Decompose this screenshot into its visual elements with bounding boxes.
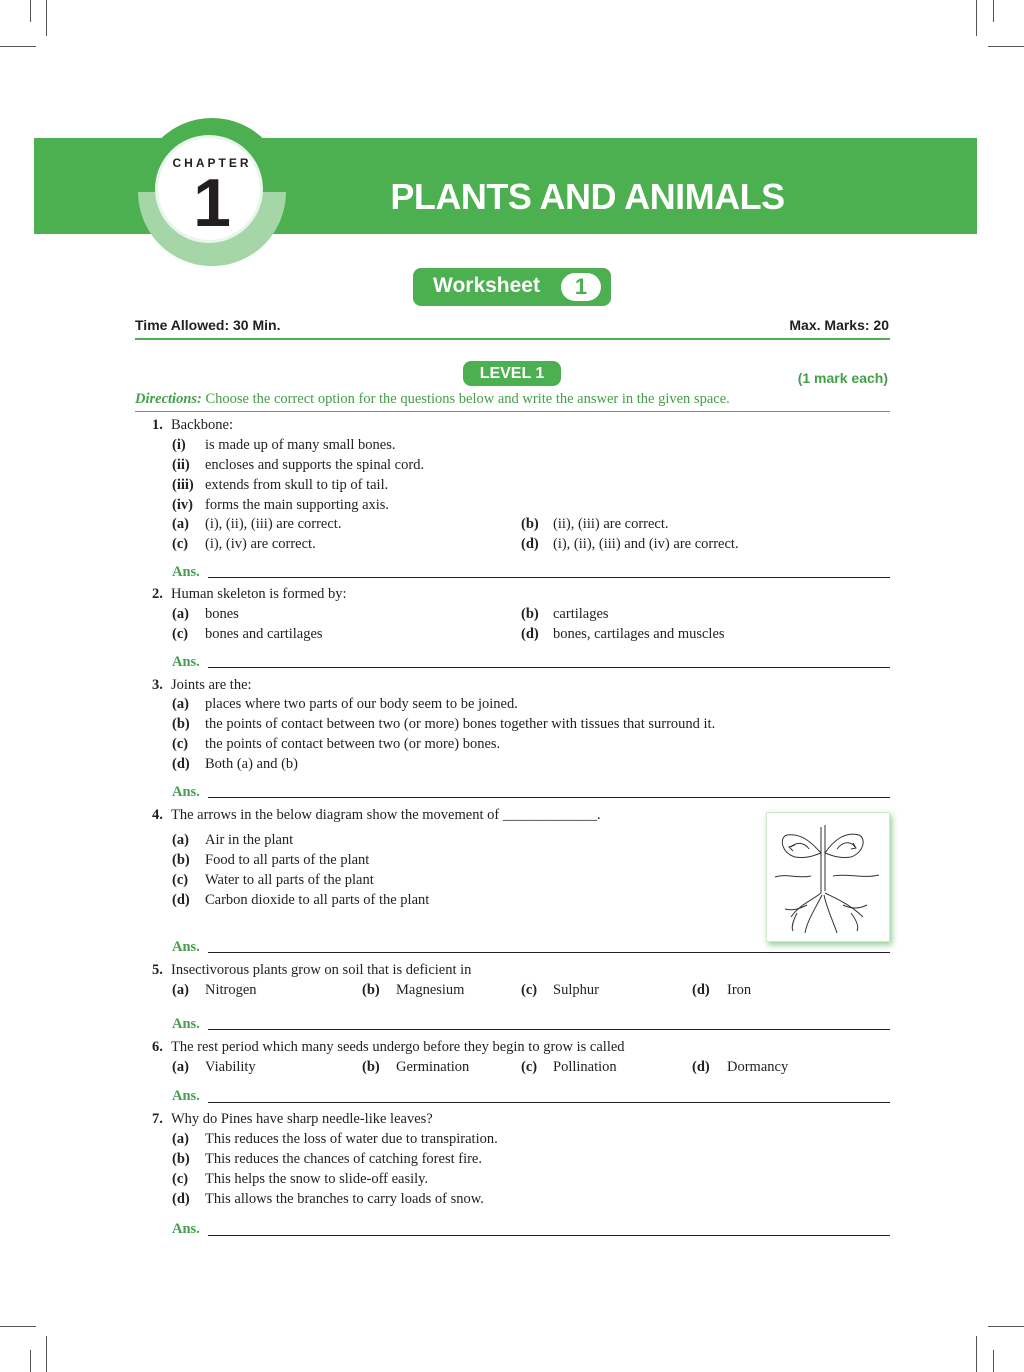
crop-mark: [993, 0, 994, 22]
question-number: 2.: [152, 586, 163, 602]
option-text: This reduces the loss of water due to transpiration.: [205, 1131, 498, 1147]
option-label: (c): [521, 1059, 538, 1075]
option-text: Iron: [727, 982, 752, 998]
option-label: (b): [172, 716, 190, 732]
option-label: (b): [521, 606, 539, 622]
option-text: This helps the snow to slide-off easily.: [205, 1171, 429, 1187]
crop-mark: [988, 46, 1024, 47]
statement-text: forms the main supporting axis.: [205, 497, 390, 513]
left-leaf: [782, 835, 821, 858]
option-text: Water to all parts of the plant: [205, 872, 374, 888]
question-text: Human skeleton is formed by:: [171, 586, 347, 602]
chapter-number: 1: [193, 165, 231, 241]
option-text: Nitrogen: [205, 982, 257, 998]
level-badge: LEVEL 1: [463, 361, 561, 386]
option-label: (a): [172, 1059, 189, 1075]
crop-mark: [988, 1326, 1024, 1327]
option-label: (a): [172, 982, 189, 998]
option-text: the points of contact between two (or more) bones together with tissues that surround it.: [205, 716, 716, 732]
answer-label: Ans.: [172, 784, 200, 800]
crop-mark: [46, 1336, 47, 1372]
worksheet-label: Worksheet: [433, 274, 540, 297]
option-label: (b): [172, 1151, 190, 1167]
option-label: (a): [172, 1131, 189, 1147]
option-label: (c): [521, 982, 538, 998]
crop-mark: [993, 1350, 994, 1372]
answer-label: Ans.: [172, 1221, 200, 1237]
worksheet-badge: [413, 268, 611, 306]
crop-mark: [976, 0, 977, 36]
option-label: (c): [172, 872, 189, 888]
question-text: The arrows in the below diagram show the movement of _____________.: [171, 807, 601, 823]
option-text: Both (a) and (b): [205, 756, 299, 772]
chapter-label: CHAPTER: [172, 156, 252, 170]
option-label: (a): [172, 696, 189, 712]
question-text: The rest period which many seeds undergo before they begin to grow is called: [171, 1039, 625, 1055]
crop-mark: [976, 1336, 977, 1372]
directions: [135, 391, 730, 408]
option-text: Germination: [396, 1059, 470, 1075]
statement-text: is made up of many small bones.: [205, 437, 396, 453]
answer-label: Ans.: [172, 564, 200, 580]
crop-mark: [0, 46, 36, 47]
option-label: (c): [172, 536, 189, 552]
option-text: Viability: [205, 1059, 256, 1075]
chapter-badge: [138, 118, 286, 266]
option-text: bones: [205, 606, 239, 622]
option-text: Dormancy: [727, 1059, 789, 1075]
option-text: bones and cartilages: [205, 626, 323, 642]
option-label: (b): [172, 852, 190, 868]
question-number: 3.: [152, 677, 163, 693]
max-marks: Max. Marks: 20: [789, 317, 889, 333]
option-text: This allows the branches to carry loads of snow.: [205, 1191, 484, 1207]
question-number: 4.: [152, 807, 163, 823]
option-label: (c): [172, 1171, 189, 1187]
question-number: 1.: [152, 417, 163, 433]
option-label: (d): [172, 892, 190, 908]
question-text: Insectivorous plants grow on soil that is deficient in: [171, 962, 472, 978]
statement-label: (iv): [172, 497, 193, 513]
answer-line[interactable]: [208, 952, 890, 953]
time-allowed: Time Allowed: 30 Min.: [135, 317, 281, 333]
directions-text: Choose the correct option for the questions below and write the answer in the given space.: [205, 391, 730, 407]
option-label: (b): [362, 982, 380, 998]
crop-mark: [0, 1326, 36, 1327]
option-text: Sulphur: [553, 982, 599, 998]
crop-mark: [46, 0, 47, 36]
option-text: Air in the plant: [205, 832, 294, 848]
directions-label: Directions:: [135, 391, 202, 407]
worksheet-number: 1: [561, 273, 601, 301]
option-label: (c): [172, 626, 189, 642]
option-text: cartilages: [553, 606, 609, 622]
option-text: This reduces the chances of catching forest fire.: [205, 1151, 482, 1167]
crop-mark: [30, 0, 31, 22]
answer-label: Ans.: [172, 939, 200, 955]
plant-sketch-icon: [767, 813, 889, 941]
crop-mark: [30, 1350, 31, 1372]
header-divider: [135, 338, 890, 340]
option-text: (i), (ii), (iii) are correct.: [205, 516, 342, 532]
option-label: (d): [172, 1191, 190, 1207]
chapter-title: PLANTS AND ANIMALS: [390, 176, 785, 217]
answer-line[interactable]: [208, 1029, 890, 1030]
answer-line[interactable]: [208, 577, 890, 578]
option-text: (i), (iv) are correct.: [205, 536, 316, 552]
option-label: (a): [172, 516, 189, 532]
option-label: (d): [692, 982, 710, 998]
option-label: (b): [362, 1059, 380, 1075]
option-text: Pollination: [553, 1059, 617, 1075]
option-text: the points of contact between two (or more) bones.: [205, 736, 501, 752]
question-number: 7.: [152, 1111, 163, 1127]
answer-label: Ans.: [172, 1016, 200, 1032]
option-text: (ii), (iii) are correct.: [553, 516, 669, 532]
statement-label: (ii): [172, 457, 190, 473]
option-label: (d): [692, 1059, 710, 1075]
plant-diagram: [766, 812, 890, 942]
answer-line[interactable]: [208, 667, 890, 668]
statement-text: encloses and supports the spinal cord.: [205, 457, 425, 473]
statement-text: extends from skull to tip of tail.: [205, 477, 389, 493]
statement-label: (i): [172, 437, 186, 453]
option-label: (b): [521, 516, 539, 532]
directions-divider: [135, 411, 890, 412]
option-text: (i), (ii), (iii) and (iv) are correct.: [553, 536, 739, 552]
question-text: Joints are the:: [171, 677, 252, 693]
answer-line[interactable]: [208, 1102, 890, 1103]
marks-each: (1 mark each): [797, 370, 888, 386]
question-text: Backbone:: [171, 417, 234, 433]
answer-label: Ans.: [172, 1088, 200, 1104]
statement-label: (iii): [172, 477, 194, 493]
option-text: Carbon dioxide to all parts of the plant: [205, 892, 430, 908]
option-text: Magnesium: [396, 982, 465, 998]
question-number: 5.: [152, 962, 163, 978]
option-label: (d): [521, 536, 539, 552]
option-text: places where two parts of our body seem to be joined.: [205, 696, 518, 712]
question-number: 6.: [152, 1039, 163, 1055]
answer-line[interactable]: [208, 797, 890, 798]
right-leaf: [825, 834, 863, 857]
option-label: (a): [172, 832, 189, 848]
answer-line[interactable]: [208, 1235, 890, 1236]
option-label: (d): [172, 756, 190, 772]
option-label: (c): [172, 736, 189, 752]
option-text: Food to all parts of the plant: [205, 852, 370, 868]
answer-label: Ans.: [172, 654, 200, 670]
option-label: (d): [521, 626, 539, 642]
option-label: (a): [172, 606, 189, 622]
option-text: bones, cartilages and muscles: [553, 626, 725, 642]
question-text: Why do Pines have sharp needle-like leaves?: [171, 1111, 433, 1127]
chapter-badge-inner: [155, 135, 263, 243]
